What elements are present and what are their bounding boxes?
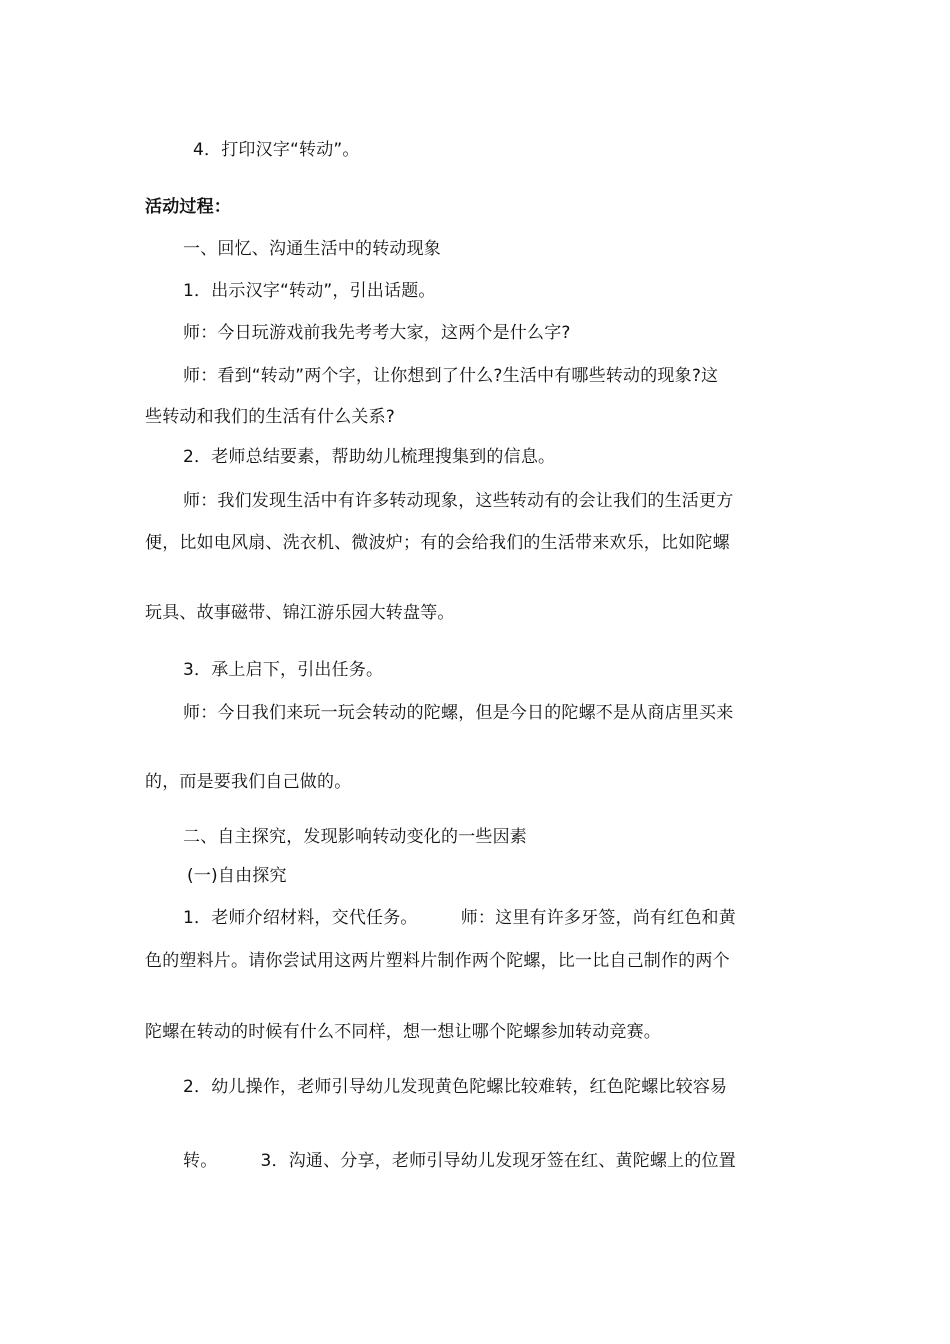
section-1-title: 一、回忆、沟通生活中的转动现象 — [183, 239, 441, 259]
section-1-item-2: 2．老师总结要素，帮助幼儿梳理搜集到的信息。 — [183, 447, 556, 467]
section-1-question-1: 师：今日玩游戏前我先考考大家，这两个是什么字? — [183, 323, 571, 343]
section-1-question-2-line-1: 师：看到“转动”两个字，让你想到了什么?生活中有哪些转动的现象?这 — [183, 366, 719, 386]
section-1-summary-line-2: 便，比如电风扇、洗衣机、微波炉；有的会给我们的生活带来欢乐，比如陀螺 — [145, 533, 730, 553]
section-2-subsection-1: (一)自由探究 — [187, 866, 287, 886]
section-1-summary-line-1: 师：我们发现生活中有许多转动现象，这些转动有的会让我们的生活更方 — [183, 491, 734, 511]
section-2-item-1-line-3: 陀螺在转动的时候有什么不同样，想一想让哪个陀螺参加转动竞赛。 — [145, 1022, 661, 1042]
process-heading: 活动过程： — [145, 197, 231, 217]
section-1-item-1: 1．出示汉字“转动”，引出话题。 — [183, 281, 436, 301]
section-1-task-line-2: 的，而是要我们自己做的。 — [145, 772, 352, 792]
section-2-title: 二、自主探究，发现影响转动变化的一些因素 — [183, 827, 527, 847]
section-2-item-2-line-2: 转。 3．沟通、分享，老师引导幼儿发现牙签在红、黄陀螺上的位置 — [183, 1151, 736, 1171]
section-1-summary-line-3: 玩具、故事磁带、锦江游乐园大转盘等。 — [145, 603, 455, 623]
section-1-item-3: 3．承上启下，引出任务。 — [183, 660, 384, 680]
section-2-item-1-line-2: 色的塑料片。请你尝试用这两片塑料片制作两个陀螺，比一比自己制作的两个 — [145, 951, 730, 971]
section-1-task-line-1: 师：今日我们来玩一玩会转动的陀螺，但是今日的陀螺不是从商店里买来 — [183, 703, 734, 723]
section-2-item-1-line-1: 1．老师介绍材料，交代任务。 师：这里有许多牙签，尚有红色和黄 — [183, 908, 736, 928]
objective-item-4: 4．打印汉字“转动”。 — [193, 140, 360, 160]
section-1-question-2-line-2: 些转动和我们的生活有什么关系? — [145, 407, 396, 427]
section-2-item-2-line-1: 2．幼儿操作，老师引导幼儿发现黄色陀螺比较难转，红色陀螺比较容易 — [183, 1077, 728, 1097]
